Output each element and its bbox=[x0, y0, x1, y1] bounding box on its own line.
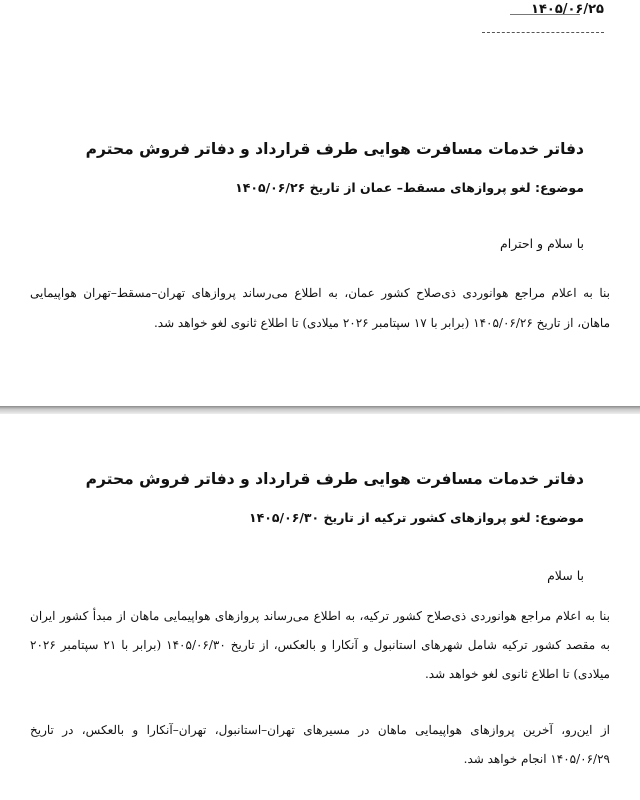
letter-title: دفاتر خدمات مسافرت هوایی طرف قرارداد و دفاتر فروش محترم bbox=[85, 140, 584, 158]
letter-body: بنا به اعلام مراجع هوانوردی ذی‌صلاح کشور عمان، به اطلاع می‌رساند پروازهای تهران–مسقط–تهران هواپیمایی ماهان، از تاریخ ۱۴۰۵/۰۶/۲۶ (برابر با ۱۷ سپتامبر ۲۰۲۶ میلادی) تا اطلاع ثانوی لغو خواهد شد. bbox=[30, 286, 610, 330]
date-underline bbox=[482, 32, 604, 33]
page-separator bbox=[0, 406, 640, 414]
letter-body-paragraph-1: بنا به اعلام مراجع هوانوردی ذی‌صلاح کشور ترکیه، به اطلاع می‌رساند پروازهای هواپیمایی ماهان از مبدأ کشور ایران به مقصد کشور ترکیه شامل شهرهای استانبول و آنکارا و بالعکس، از تاریخ ۱۴۰۵/۰۶/۳۰ (برابر با ۲۱ سپتامبر ۲۰۲۶ میلادی) تا اطلاع ثانوی لغو خواهد شد. bbox=[30, 609, 610, 681]
letter-body-paragraph-2: از این‌رو، آخرین پروازهای هواپیمایی ماهان در مسیرهای تهران–استانبول، تهران–آنکارا و بالعکس، در تاریخ ۱۴۰۵/۰۶/۲۹ انجام خواهد شد. bbox=[30, 723, 610, 766]
letter-greeting: با سلام و احترام bbox=[500, 236, 584, 251]
letter-date: ۱۴۰۵/۰۶/۲۵ bbox=[531, 2, 604, 17]
letter-subject: موضوع: لغو پروازهای کشور ترکیه از تاریخ ۱۴۰۵/۰۶/۳۰ bbox=[249, 510, 584, 525]
letter-subject: موضوع: لغو پروازهای مسقط– عمان از تاریخ ۱۴۰۵/۰۶/۲۶ bbox=[235, 180, 584, 195]
letter-title: دفاتر خدمات مسافرت هوایی طرف قرارداد و دفاتر فروش محترم bbox=[85, 470, 584, 488]
letter-turkey bbox=[0, 414, 640, 800]
letter-greeting: با سلام bbox=[547, 568, 584, 583]
